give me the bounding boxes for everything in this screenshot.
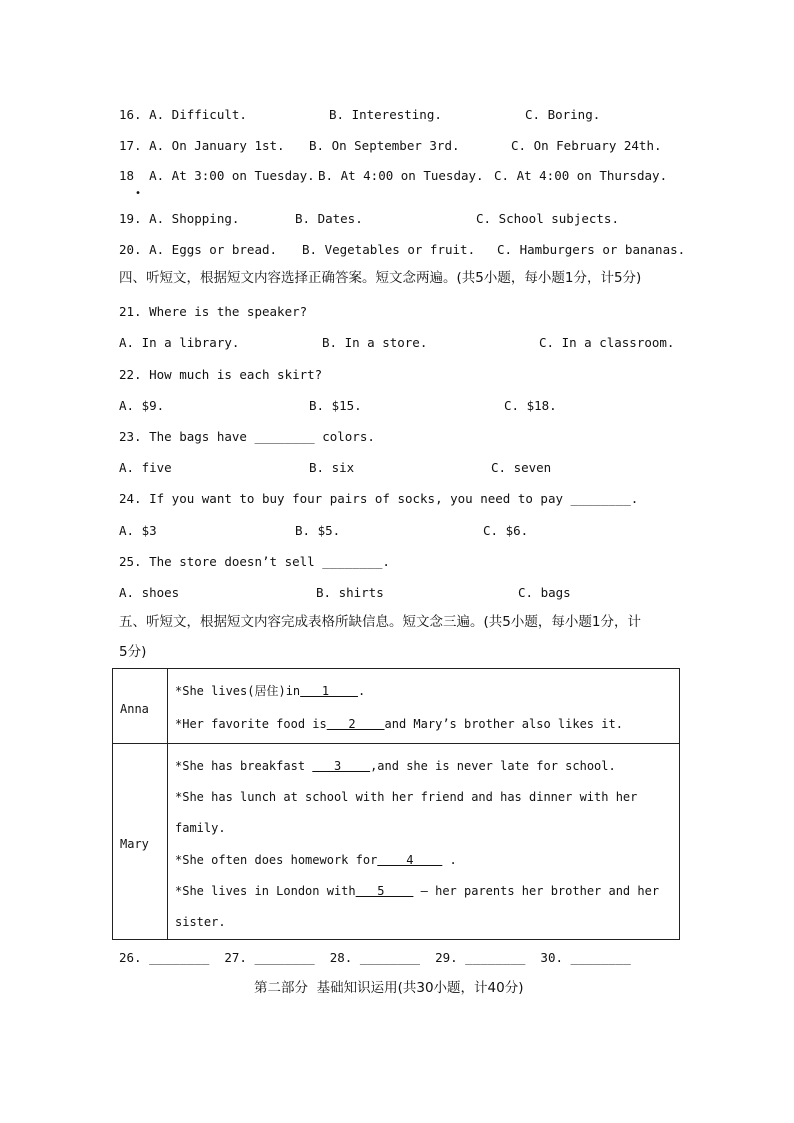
q21-option-b: B. In a store. xyxy=(322,335,428,350)
anna-line-1: *She lives(居住)in 1 . xyxy=(175,684,366,698)
blank-1: 1 xyxy=(300,684,358,698)
q23-option-a: A. five xyxy=(119,460,172,475)
answer-blanks-26-30: 26. ________ 27. ________ 28. ________ 29. ________ 30. ________ xyxy=(119,950,631,965)
q25-option-a: A. shoes xyxy=(119,585,180,600)
q16-stem: 16. A. Difficult. xyxy=(119,107,247,122)
blank-3: 3 xyxy=(312,759,371,773)
q16-option-b: B. Interesting. xyxy=(329,107,442,122)
q22-option-a: A. $9. xyxy=(119,398,165,413)
q24-option-b: B. $5. xyxy=(295,523,341,538)
row-label-anna: Anna xyxy=(120,702,149,716)
q22-option-c: C. $18. xyxy=(504,398,557,413)
table-row-divider xyxy=(113,743,679,744)
row-label-mary: Mary xyxy=(120,837,149,851)
blank-2: 2 xyxy=(326,717,385,731)
anna-line-2: *Her favorite food is 2 and Mary’s brother also likes it. xyxy=(175,717,623,731)
mary-line-5: *She lives in London with 5 — her parents her brother and her xyxy=(175,884,660,898)
q22-option-b: B. $15. xyxy=(309,398,362,413)
q23-question: 23. The bags have ________ colors. xyxy=(119,429,375,444)
mary-line-1: *She has breakfast 3 ,and she is never late for school. xyxy=(175,759,616,773)
mary-line-6: sister. xyxy=(175,915,226,929)
q23-option-b: B. six xyxy=(309,460,355,475)
info-table xyxy=(112,668,680,940)
q25-option-b: B. shirts xyxy=(316,585,384,600)
q23-option-c: C. seven xyxy=(491,460,552,475)
q20-option-c: C. Hamburgers or bananas. xyxy=(497,242,686,257)
blank-4: 4 xyxy=(377,853,443,867)
q24-question: 24. If you want to buy four pairs of socks, you need to pay ________. xyxy=(119,491,639,506)
q21-option-c: C. In a classroom. xyxy=(539,335,675,350)
q19-option-c: C. School subjects. xyxy=(476,211,619,226)
section5-heading-line2: 5分) xyxy=(119,644,147,660)
q18-option-c: C. At 4:00 on Thursday. xyxy=(494,168,668,183)
stray-dot: • xyxy=(135,188,142,199)
part2-heading: 第二部分 基础知识运用(共30小题，计40分) xyxy=(254,980,524,996)
section5-heading-line1: 五、听短文，根据短文内容完成表格所缺信息。短文念三遍。(共5小题，每小题1分，计 xyxy=(119,614,641,630)
q25-option-c: C. bags xyxy=(518,585,571,600)
q19-option-b: B. Dates. xyxy=(295,211,363,226)
q20-stem: 20. A. Eggs or bread. xyxy=(119,242,278,257)
mary-line-2: *She has lunch at school with her friend and has dinner with her xyxy=(175,790,638,804)
q24-option-a: A. $3 xyxy=(119,523,157,538)
mary-line-4: *She often does homework for 4 . xyxy=(175,853,457,867)
table-column-divider xyxy=(167,669,168,939)
q22-question: 22. How much is each skirt? xyxy=(119,367,323,382)
q20-option-b: B. Vegetables or fruit. xyxy=(302,242,476,257)
q17-option-c: C. On February 24th. xyxy=(511,138,662,153)
q18-option-b: B. At 4:00 on Tuesday. xyxy=(318,168,484,183)
mary-line-3: family. xyxy=(175,821,226,835)
q18-stem: 18 A. At 3:00 on Tuesday. xyxy=(119,168,315,183)
q21-question: 21. Where is the speaker? xyxy=(119,304,308,319)
section4-heading: 四、听短文，根据短文内容选择正确答案。短文念两遍。(共5小题，每小题1分，计5分) xyxy=(119,270,642,286)
q21-option-a: A. In a library. xyxy=(119,335,240,350)
q17-option-b: B. On September 3rd. xyxy=(309,138,460,153)
q17-stem: 17. A. On January 1st. xyxy=(119,138,285,153)
q16-option-c: C. Boring. xyxy=(525,107,601,122)
q25-question: 25. The store doesn’t sell ________. xyxy=(119,554,390,569)
q19-stem: 19. A. Shopping. xyxy=(119,211,240,226)
q24-option-c: C. $6. xyxy=(483,523,529,538)
blank-5: 5 xyxy=(355,884,414,898)
